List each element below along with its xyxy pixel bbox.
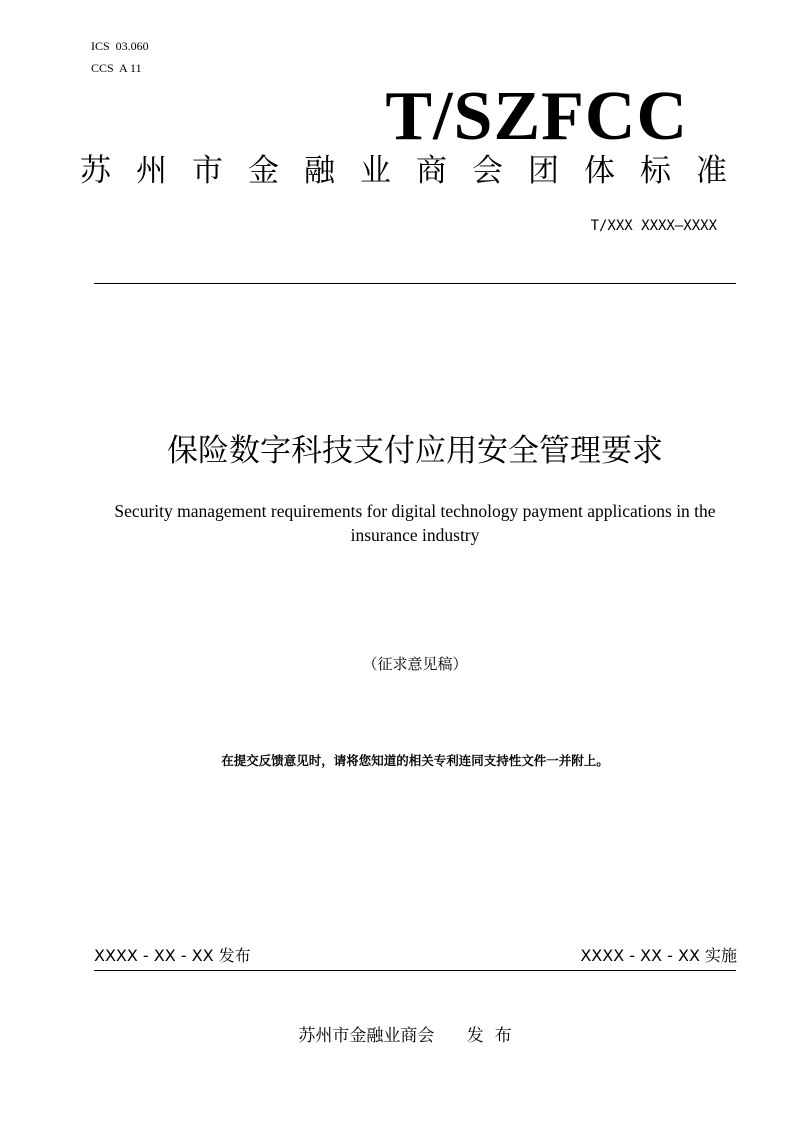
document-title-chinese: 保险数字科技支付应用安全管理要求 bbox=[167, 433, 663, 469]
implementation-date: XXXX - XX - XX 实施 bbox=[580, 946, 737, 965]
standard-logo: T/SZFCC bbox=[385, 78, 688, 155]
issue-date: XXXX - XX - XX 发布 bbox=[94, 946, 251, 965]
standard-number: T/XXX XXXX—XXXX bbox=[590, 218, 717, 234]
header-divider bbox=[94, 283, 736, 284]
draft-status: （征求意见稿） bbox=[362, 655, 468, 673]
document-title-english: Security management requirements for digital technology payment applications in the insurance industry bbox=[114, 501, 716, 545]
patent-notice: 在提交反馈意见时，请将您知道的相关专利连同支持性文件一并附上。 bbox=[221, 753, 609, 768]
publisher: 苏州市金融业商会 发 布 bbox=[298, 1026, 512, 1046]
ics-code: ICS 03.060 bbox=[91, 39, 149, 53]
standard-type-heading: 苏州市金融业商会团体标准 bbox=[80, 153, 752, 189]
footer-divider bbox=[94, 970, 736, 971]
ccs-code: CCS A 11 bbox=[91, 61, 142, 75]
